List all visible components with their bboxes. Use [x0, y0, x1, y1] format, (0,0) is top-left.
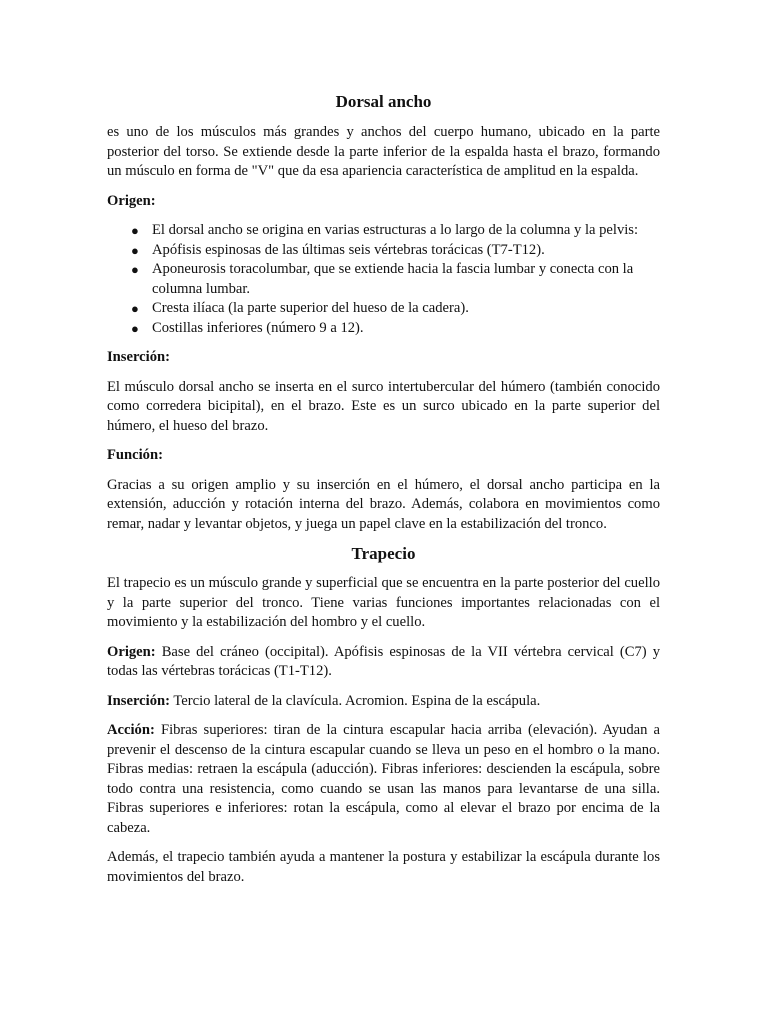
bullet-icon: ● [131, 301, 139, 316]
section-title-trapecio: Trapecio [351, 544, 416, 563]
trapecio-accion-paragraph [107, 721, 660, 838]
list-item-text: El dorsal ancho se origina en varias estructuras a lo largo de la columna y la pelvis: [152, 222, 639, 238]
trapecio-origen-label: Origen: [107, 643, 156, 660]
dorsal-funcion-label: Función: [107, 447, 163, 463]
dorsal-insercion-paragraph: El músculo dorsal ancho se inserta en el surco intertubercular del húmero (también conocido como corredera bicipital), en el brazo. Este es un surco ubicado en la parte superior del húmero, el hueso del brazo. [107, 378, 660, 434]
trapecio-accion-text: Fibras superiores: tiran de la cintura escapular hacia arriba (elevación). Ayudan a prevenir el descenso de la cintura escapular cuando se lleva un peso en el hombro o la mano. Fibras medias: retraen la escápula (aducción). Fibras inferiores: descienden la escápula, sobre todo contra una resistencia, como cuando se usan las manos para levantarse de una silla. Fibras superiores e inferiores: rotan la escápula, como al elevar el brazo por encima de la cabeza. [107, 722, 661, 836]
trapecio-insercion-paragraph [107, 692, 660, 712]
dorsal-funcion-heading [107, 446, 660, 466]
trapecio-accion-label: Acción: [107, 722, 155, 738]
bullet-icon: ● [131, 320, 139, 336]
list-item [131, 241, 660, 261]
dorsal-funcion-paragraph: Gracias a su origen amplio y su inserción en el húmero, el dorsal ancho participa en la extensión, aducción y rotación interna del brazo. Además, colabora en movimientos como remar, nadar y levantar objetos, y juega un papel clave en la estabilización del tronco. [107, 476, 660, 532]
dorsal-origen-heading [107, 192, 660, 212]
bullet-icon: ● [131, 262, 139, 277]
dorsal-insercion-label: Inserción: [107, 349, 170, 365]
dorsal-intro-paragraph: es uno de los músculos más grandes y anchos del cuerpo humano, ubicado en la parte posterior del torso. Se extiende desde la parte inferior de la espalda hasta el brazo, formando un músculo en forma de "V" que da esa apariencia característica de amplitud en la espalda. [107, 124, 660, 179]
list-item [131, 319, 660, 339]
trapecio-intro-paragraph: El trapecio es un músculo grande y superficial que se encuentra en la parte posterior del cuello y la parte superior del tronco. Tiene varias funciones importantes relacionadas con el movimiento y la estabilización del hombro y el cuello. [107, 575, 660, 630]
list-item-text: Aponeurosis toracolumbar, que se extiende hacia la fascia lumbar y conecta con la columna lumbar. [152, 261, 634, 297]
dorsal-insercion-heading [107, 348, 660, 368]
dorsal-origen-list [107, 221, 660, 338]
bullet-icon: ● [131, 242, 139, 258]
trapecio-insercion-text: Tercio lateral de la clavícula. Acromion. Espina de la escápula. [173, 692, 541, 709]
trapecio-origen-text: Base del cráneo (occipital). Apófisis espinosas de la VII vértebra cervical (C7) y todas las vértebras torácicas (T1-T12). [107, 643, 660, 679]
list-item [131, 299, 660, 319]
list-item [131, 221, 660, 241]
trapecio-insercion-label: Inserción: [107, 692, 170, 709]
list-item [131, 260, 660, 299]
list-item-text: Costillas inferiores (número 9 a 12). [152, 319, 364, 336]
document-page [107, 92, 660, 897]
section-title-dorsal: Dorsal ancho [335, 92, 432, 111]
bullet-icon: ● [131, 223, 139, 238]
dorsal-origen-label: Origen: [107, 192, 156, 209]
list-item-text: Apófisis espinosas de las últimas seis vértebras torácicas (T7-T12). [152, 241, 545, 258]
trapecio-closing-paragraph: Además, el trapecio también ayuda a mantener la postura y estabilizar la escápula durante los movimientos del brazo. [107, 849, 660, 885]
list-item-text: Cresta ilíaca (la parte superior del hueso de la cadera). [152, 300, 469, 316]
trapecio-origen-paragraph [107, 643, 660, 682]
